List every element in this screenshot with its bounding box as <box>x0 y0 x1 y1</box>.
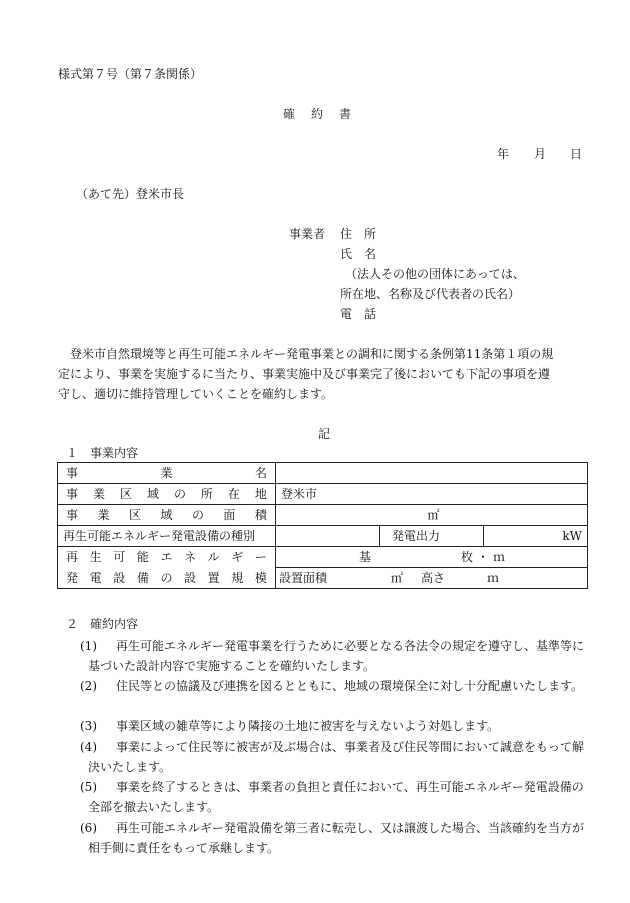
body-line-3: 守し、適切に維持管理していくことを確約します。 <box>58 387 334 401</box>
project-table <box>57 462 588 589</box>
item-number: (6) <box>80 821 97 835</box>
item-number: (4) <box>80 740 97 754</box>
applicant-label: 事業者 <box>289 227 326 241</box>
applicant-address: 住 所 <box>340 227 377 241</box>
value-scale-area <box>276 568 588 589</box>
body-line-1: 登米市自然環境等と再生可能エネルギー発電事業との調和に関する条例第11条第１項の規 <box>58 347 554 361</box>
date-day: 日 <box>570 147 583 161</box>
label-scale-a: 再 生 可 能 エ ネ ル ギ ー <box>58 547 276 568</box>
list-item <box>80 737 586 777</box>
ki-heading: 記 <box>318 427 331 441</box>
date-year: 年 <box>497 147 510 161</box>
applicant-name: 氏 名 <box>340 247 377 261</box>
value-project-location: 登米市 <box>276 484 588 505</box>
list-item <box>80 636 586 676</box>
value-output <box>484 526 588 547</box>
date-month: 月 <box>534 147 547 161</box>
section-2-heading: ２ 確約内容 <box>66 617 139 631</box>
height-unit: ｍ <box>487 571 500 585</box>
label-facility-type: 再生可能エネルギー発電設備の種別 <box>58 526 276 547</box>
panel-unit: 枚・ｍ <box>461 550 510 564</box>
value-project-name <box>276 463 588 484</box>
form-number: 様式第７号（第７条関係） <box>58 67 203 81</box>
value-scale-count <box>276 547 588 568</box>
label-output: 発電出力 <box>380 526 484 547</box>
item-text: 事業を終了するときは、事業者の負担と責任において、再生可能エネルギー発電設備の全部を撤去いたします。 <box>88 780 584 814</box>
label-project-area: 事 業 区 域 の 面 積 <box>58 505 276 526</box>
item-number: (5) <box>80 780 97 794</box>
list-item <box>80 716 586 736</box>
applicant-note-2: 所在地、名称及び代表者の氏名） <box>340 287 521 301</box>
value-project-area <box>276 505 588 526</box>
document-title: 確 約 書 <box>283 107 354 121</box>
table-row <box>58 463 588 484</box>
item-text: 再生可能エネルギー発電事業を行うために必要となる各法令の規定を遵守し、基準等に基づいた設計内容で実施することを確約いたします。 <box>88 639 585 673</box>
table-row <box>58 547 588 568</box>
base-unit: 基 <box>359 550 372 564</box>
applicant-note-1: （法人その他の団体にあっては、 <box>345 267 525 281</box>
list-item <box>80 818 586 858</box>
addressee: （あて先）登米市長 <box>76 187 185 201</box>
applicant-phone: 電 話 <box>340 307 377 321</box>
item-text: 事業区域の雑草等により隣接の土地に被害を与えないよう対処します。 <box>116 719 500 733</box>
item-number: (2) <box>80 679 97 693</box>
item-number: (1) <box>80 639 97 653</box>
list-item <box>80 777 586 817</box>
value-facility-type <box>276 526 380 547</box>
list-item <box>80 676 586 696</box>
item-text: 再生可能エネルギー発電設備を第三者に転売し、又は譲渡した場合、当該確約を当方が相手側に責任をもって承継します。 <box>88 821 585 855</box>
area-unit: ㎡ <box>427 508 440 522</box>
body-line-2: 定により、事業を実施するに当たり、事業実施中及び事業完了後においても下記の事項を遵 <box>58 367 551 381</box>
table-row <box>58 568 588 589</box>
table-row <box>58 484 588 505</box>
label-project-name: 事 業 名 <box>58 463 276 484</box>
label-project-location: 事 業 区 域 の 所 在 地 <box>58 484 276 505</box>
height-label: 高さ <box>421 571 446 585</box>
output-unit: kW <box>562 529 582 543</box>
table-row <box>58 526 588 547</box>
section-1-heading: １ 事業内容 <box>66 446 139 460</box>
item-text: 事業によって住民等に被害が及ぶ場合は、事業者及び住民等間において誠意をもって解決いたします。 <box>88 740 585 774</box>
table-row <box>58 505 588 526</box>
install-area-label: 設置面積 <box>279 571 328 585</box>
item-text: 住民等との協議及び連携を図るとともに、地域の環境保全に対し十分配慮いたします。 <box>116 679 584 693</box>
item-number: (3) <box>80 719 97 733</box>
label-scale-b: 発 電 設 備 の 設 置 規 模 <box>58 568 276 589</box>
install-area-unit: ㎡ <box>391 571 404 585</box>
